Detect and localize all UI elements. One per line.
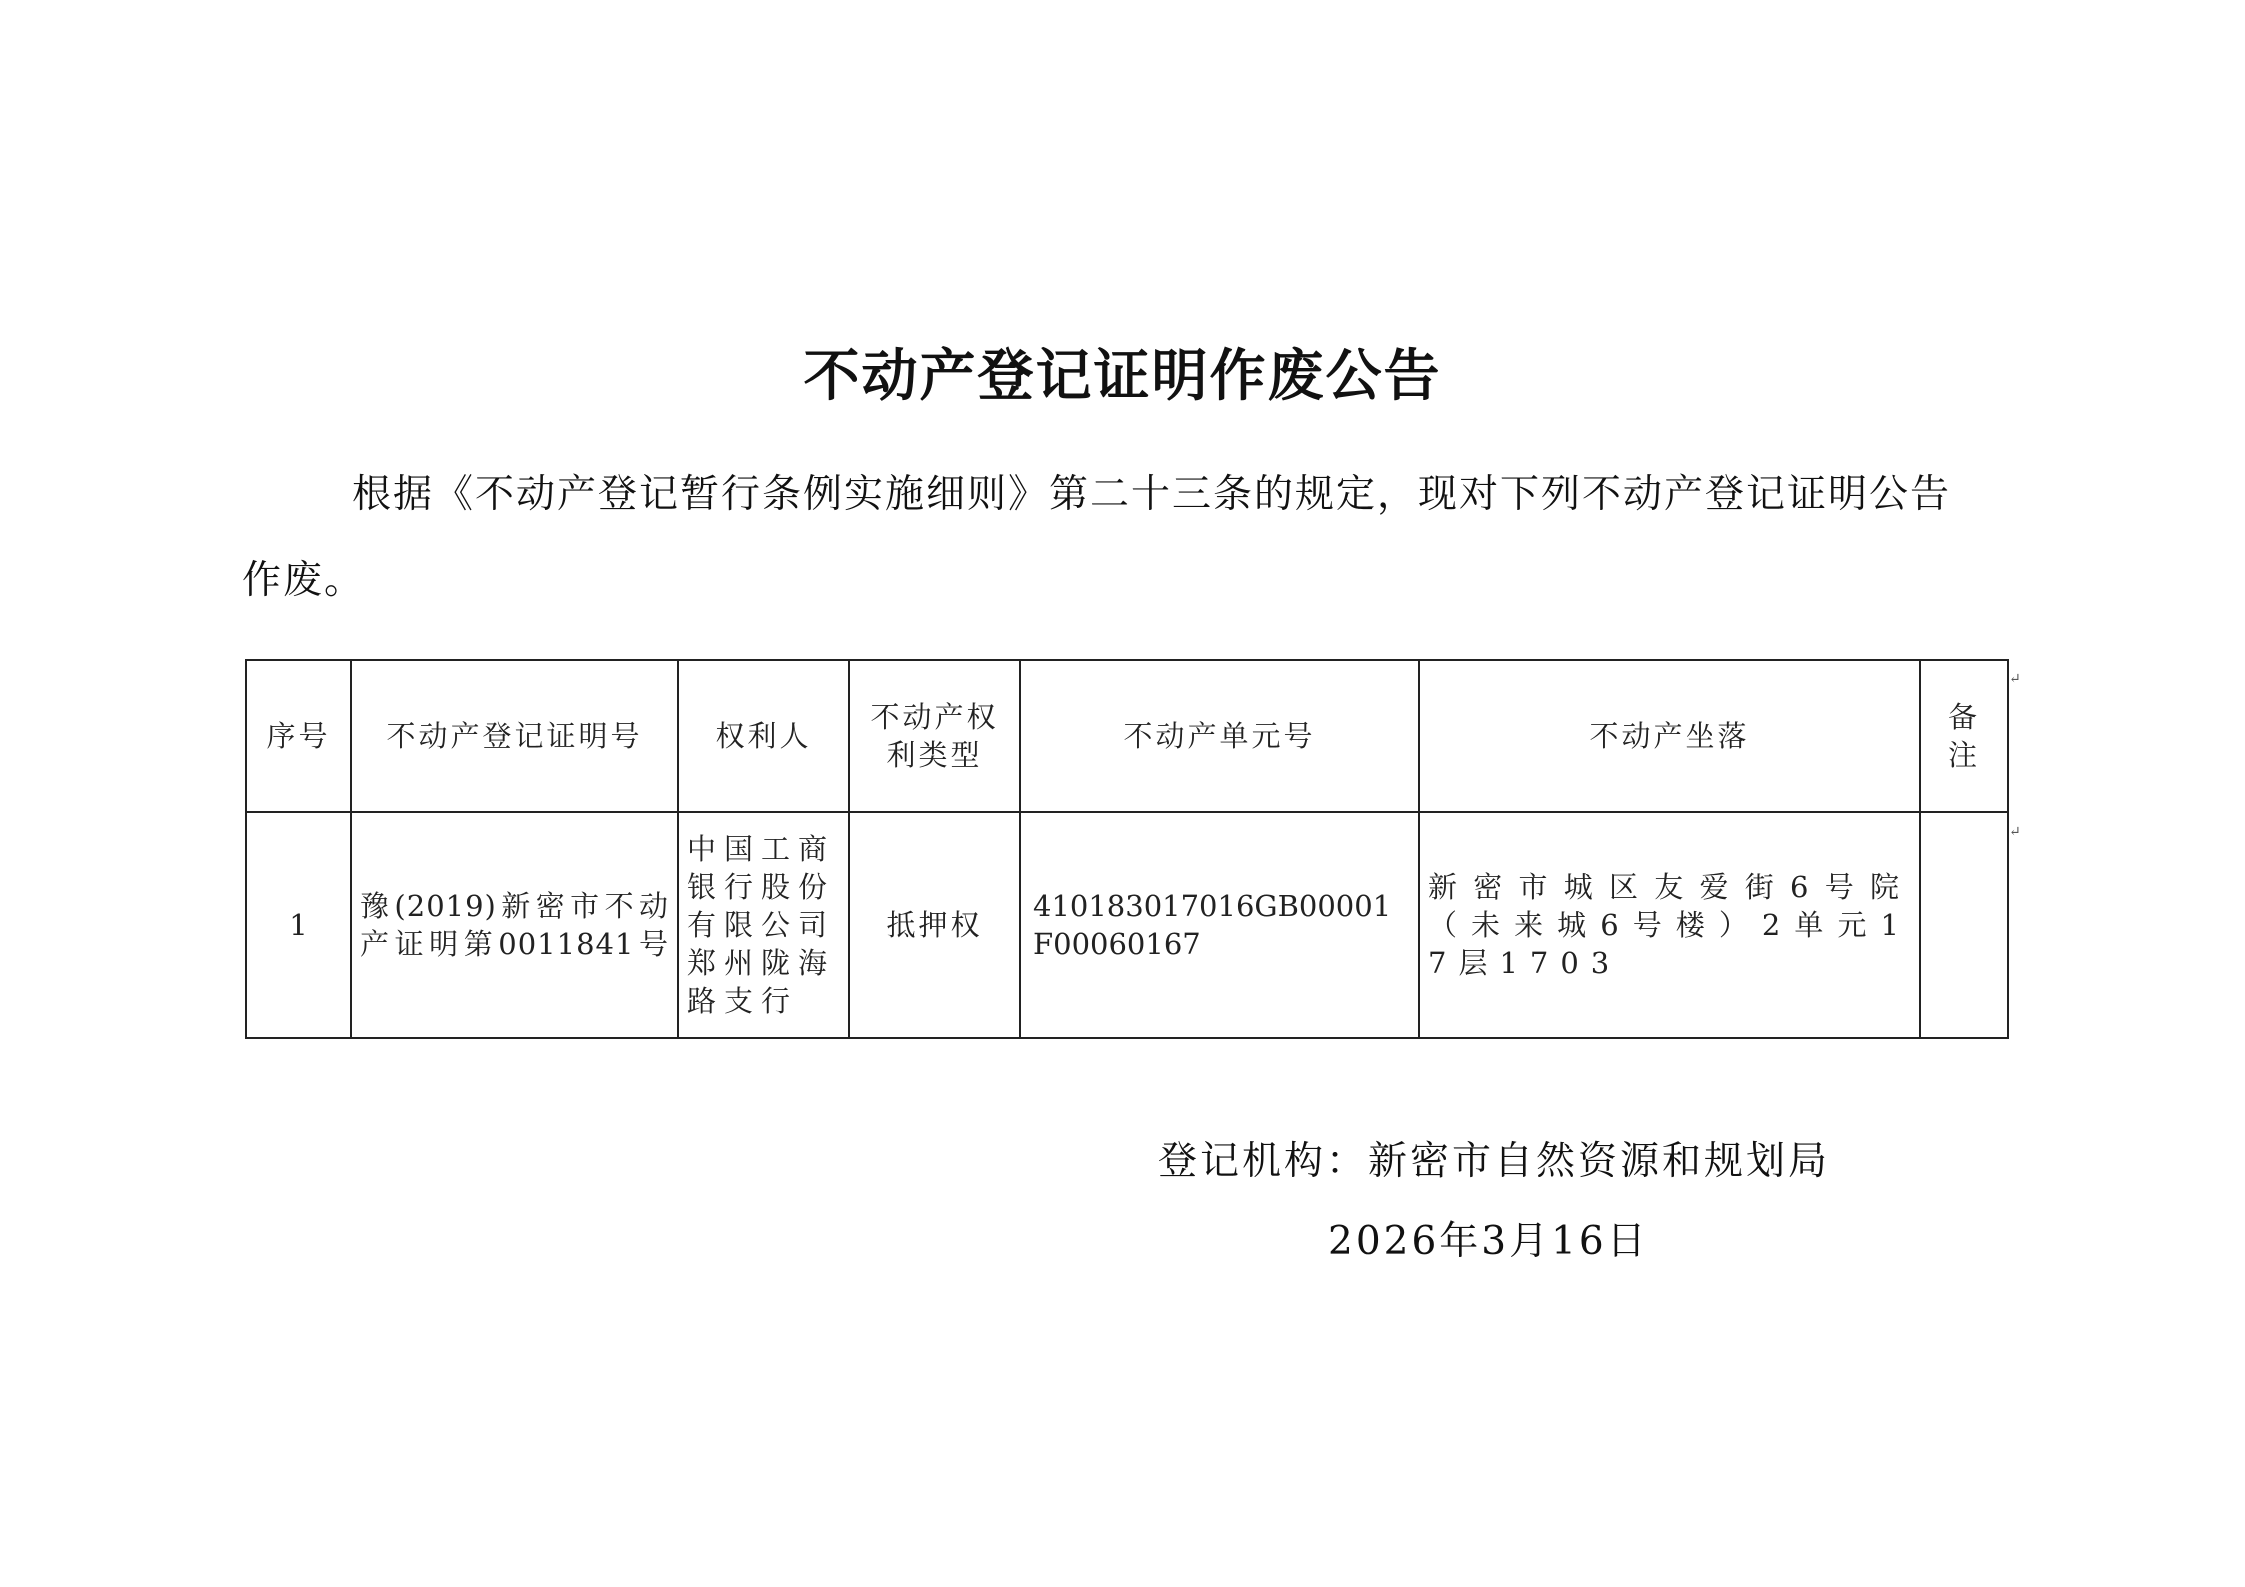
issuing-agency: 登记机构：新密市自然资源和规划局 — [1158, 1139, 1831, 1184]
table-header-row — [246, 660, 2008, 812]
row-end-mark-row: ↵ — [2009, 824, 2021, 840]
header-location: 不动产坐落 — [1419, 660, 1920, 812]
header-remark: 备注 — [1920, 660, 2008, 812]
cell-certificate-no: 豫(2019)新密市不动产证明第0011841号 — [351, 812, 678, 1038]
header-holder: 权利人 — [678, 660, 849, 812]
document-title: 不动产登记证明作废公告 — [803, 343, 1442, 409]
row-end-mark-header: ↵ — [2009, 671, 2021, 687]
cell-unit-no: 410183017016GB00001F00060167 — [1020, 812, 1419, 1038]
intro-paragraph: 根据《不动产登记暂行条例实施细则》第二十三条的规定，现对下列不动产登记证明公告作废。 — [242, 472, 1952, 603]
cell-remark — [1920, 812, 2008, 1038]
cell-location: 新密市城区友爱街6号院（未来城6号楼）2单元17层1703 — [1419, 812, 1920, 1038]
void-certificate-table — [245, 659, 2009, 1039]
header-unit-no: 不动产单元号 — [1020, 660, 1419, 812]
cell-holder: 中国工商银行股份有限公司郑州陇海路支行 — [678, 812, 849, 1038]
header-certificate-no: 不动产登记证明号 — [351, 660, 678, 812]
issue-date: 2026年3月16日 — [1328, 1219, 1649, 1264]
cell-right-type: 抵押权 — [849, 812, 1020, 1038]
table-row — [246, 812, 2008, 1038]
header-index: 序号 — [246, 660, 351, 812]
header-right-type: 不动产权利类型 — [849, 660, 1020, 812]
cell-index: 1 — [246, 812, 351, 1038]
